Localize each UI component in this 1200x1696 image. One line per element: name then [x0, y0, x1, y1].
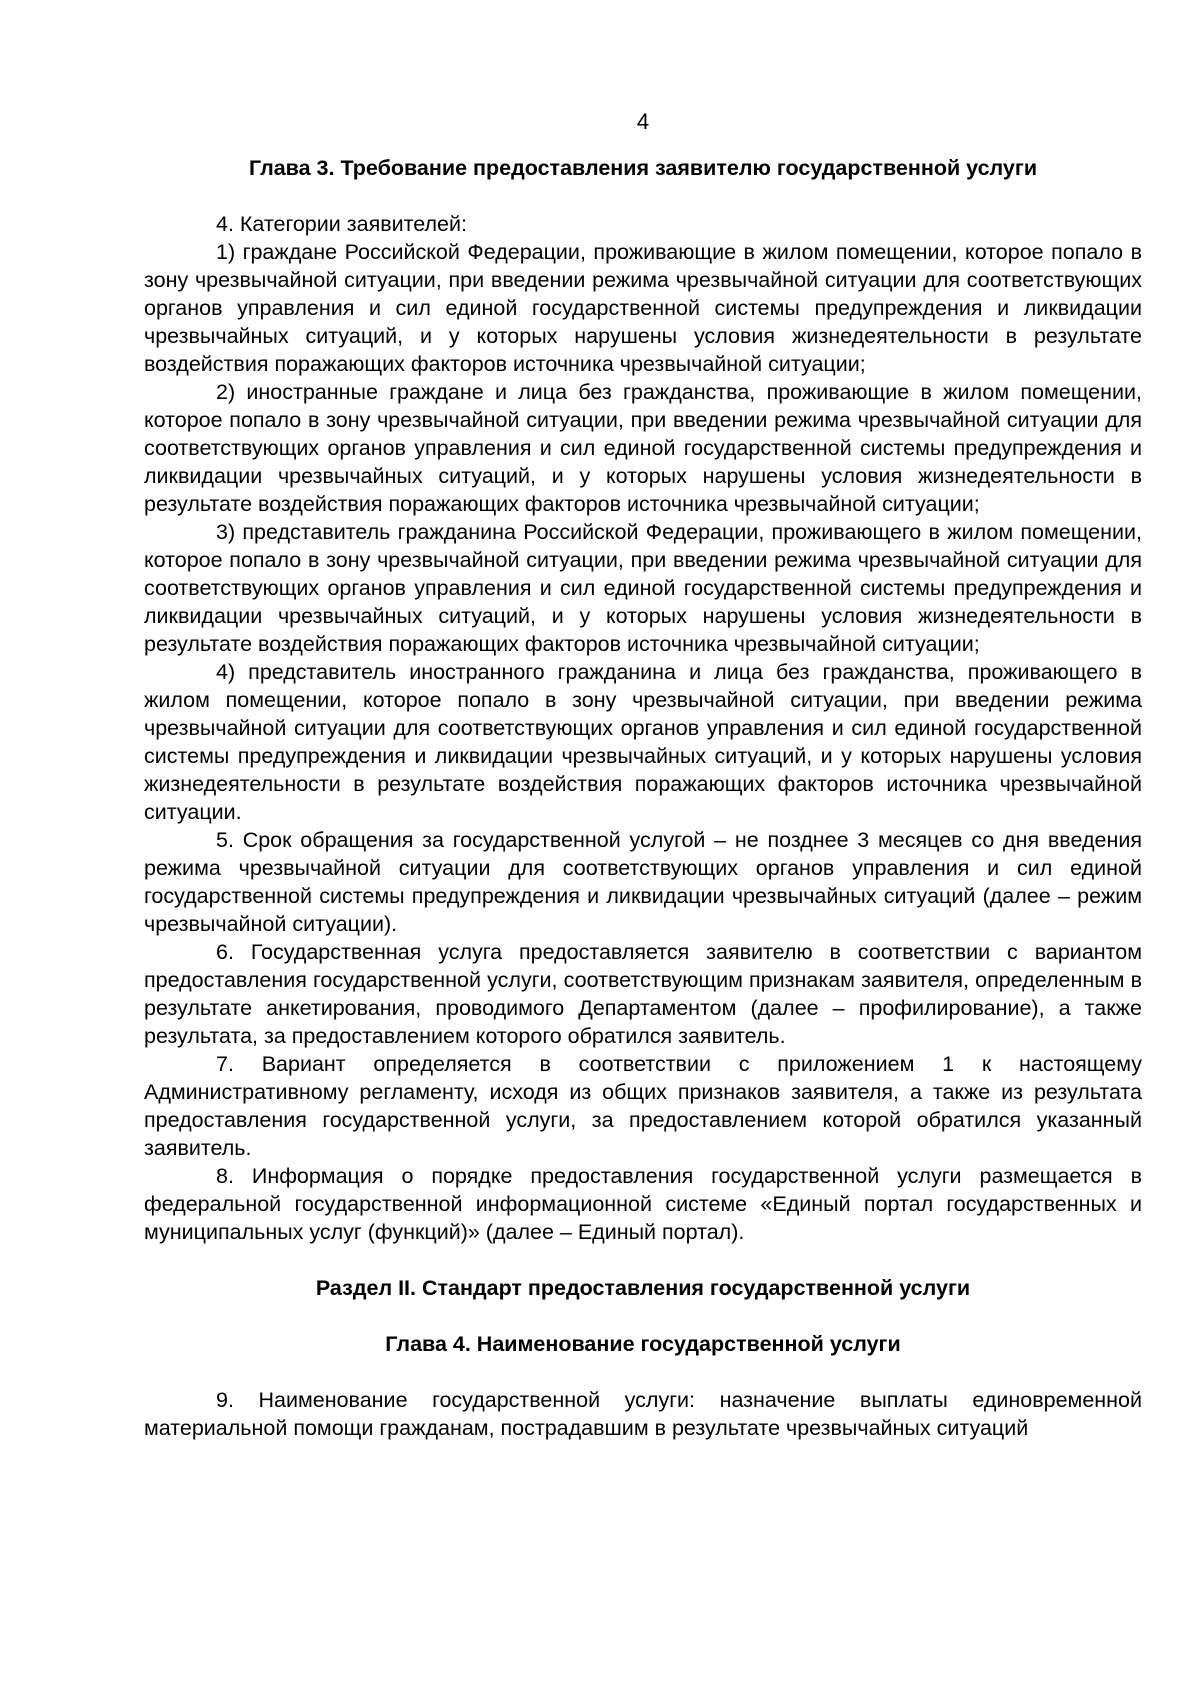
paragraph-9: 9. Наименование государственной услуги: назначение выплаты единовременной материальной помощи гражданам, пострадавшим в результате чрезвычайных ситуаций [144, 1388, 1142, 1440]
paragraph-7: 7. Вариант определяется в соответствии с приложением 1 к настоящему Административному регламенту, исходя из общих признаков заявителя, а также из результата предоставления государственной услуги, за предоставлением которой обратился указанный заявитель. [144, 1052, 1142, 1160]
paragraph-4-item-3: 3) представитель гражданина Российской Федерации, проживающего в жилом помещении, которое попало в зону чрезвычайной ситуации, при введении режима чрезвычайной ситуации для соответствующих органов управления и сил единой государственной системы предупреждения и ликвидации чрезвычайных ситуаций, и у которых нарушены условия жизнедеятельности в результате воздействия поражающих факторов источника чрезвычайной ситуации; [144, 520, 1142, 656]
paragraph-4-item-2: 2) иностранные граждане и лица без гражданства, проживающие в жилом помещении, которое попало в зону чрезвычайной ситуации, при введении режима чрезвычайной ситуации для соответствующих органов управления и сил единой государственной системы предупреждения и ликвидации чрезвычайных ситуаций, и у которых нарушены условия жизнедеятельности в результате воздействия поражающих факторов источника чрезвычайной ситуации; [144, 380, 1142, 516]
paragraph-4-categories: 4. Категории заявителей: [216, 212, 467, 236]
section-2-title: Раздел II. Стандарт предоставления государственной услуги [315, 1276, 971, 1300]
page-number: 4 [636, 109, 650, 134]
paragraph-4-item-1: 1) граждане Российской Федерации, проживающие в жилом помещении, которое попало в зону чрезвычайной ситуации, при введении режима чрезвычайной ситуации для соответствующих органов управления и сил единой государственной системы предупреждения и ликвидации чрезвычайных ситуаций, и у которых нарушены условия жизнедеятельности в результате воздействия поражающих факторов источника чрезвычайной ситуации; [144, 240, 1142, 376]
paragraph-6: 6. Государственная услуга предоставляется заявителю в соответствии с вариантом предоставления государственной услуги, соответствующим признакам заявителя, определенным в результате анкетирования, проводимого Департаментом (далее – профилирование), а также результата, за предоставлением которого обратился заявитель. [144, 940, 1142, 1048]
chapter-3-title: Глава 3. Требование предоставления заявителю государственной услуги [248, 156, 1038, 180]
chapter-4-title: Глава 4. Наименование государственной услуги [385, 1332, 901, 1356]
paragraph-4-item-4: 4) представитель иностранного гражданина и лица без гражданства, проживающего в жилом помещении, которое попало в зону чрезвычайной ситуации, при введении режима чрезвычайной ситуации для соответствующих органов управления и сил единой государственной системы предупреждения и ликвидации чрезвычайных ситуаций, и у которых нарушены условия жизнедеятельности в результате воздействия поражающих факторов источника чрезвычайной ситуации. [144, 660, 1142, 824]
document-page [144, 108, 1142, 1442]
paragraph-5: 5. Срок обращения за государственной услугой – не позднее 3 месяцев со дня введения режима чрезвычайной ситуации для соответствующих органов управления и сил единой государственной системы предупреждения и ликвидации чрезвычайных ситуаций (далее – режим чрезвычайной ситуации). [144, 828, 1142, 936]
paragraph-8: 8. Информация о порядке предоставления государственной услуги размещается в федеральной государственной информационной системе «Единый портал государственных и муниципальных услуг (функций)» (далее – Единый портал). [144, 1164, 1142, 1244]
